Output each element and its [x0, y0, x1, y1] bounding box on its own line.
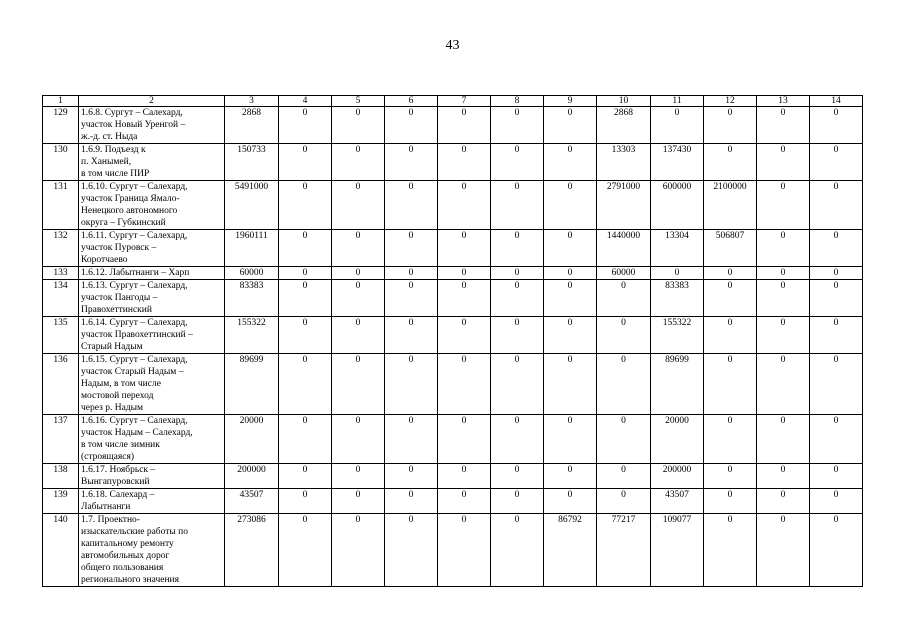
value-cell: 0: [332, 514, 385, 587]
value-cell: 0: [704, 415, 757, 464]
table-row: [43, 464, 863, 489]
value-cell: 0: [597, 354, 651, 415]
table-row: [43, 354, 863, 415]
value-cell: 0: [332, 464, 385, 489]
value-cell: 0: [332, 144, 385, 181]
value-cell: 137430: [651, 144, 704, 181]
value-cell: 0: [491, 489, 544, 514]
value-cell: 0: [279, 354, 332, 415]
value-cell: 0: [544, 230, 597, 267]
value-cell: 0: [757, 354, 810, 415]
value-cell: 77217: [597, 514, 651, 587]
value-cell: 0: [491, 267, 544, 280]
value-cell: 0: [332, 181, 385, 230]
value-cell: 5491000: [225, 181, 279, 230]
value-cell: 0: [491, 181, 544, 230]
header-cell: 12: [704, 96, 757, 107]
value-cell: 0: [757, 280, 810, 317]
value-cell: 0: [757, 415, 810, 464]
value-cell: 109077: [651, 514, 704, 587]
header-cell: 7: [438, 96, 491, 107]
value-cell: 0: [810, 107, 863, 144]
header-row: [43, 96, 863, 107]
value-cell: 1960111: [225, 230, 279, 267]
value-cell: 0: [438, 464, 491, 489]
value-cell: 0: [544, 107, 597, 144]
value-cell: 1440000: [597, 230, 651, 267]
value-cell: 0: [704, 464, 757, 489]
value-cell: 0: [544, 489, 597, 514]
header-cell: 8: [491, 96, 544, 107]
table-row: [43, 181, 863, 230]
value-cell: 0: [597, 489, 651, 514]
value-cell: 0: [651, 267, 704, 280]
value-cell: 0: [332, 230, 385, 267]
value-cell: 0: [597, 415, 651, 464]
value-cell: 0: [491, 144, 544, 181]
value-cell: 13304: [651, 230, 704, 267]
page-number: 43: [445, 38, 460, 53]
row-number-cell: 140: [43, 514, 79, 587]
header-cell: 5: [332, 96, 385, 107]
item-name-cell: 1.6.12. Лабытнанги – Харп: [79, 267, 225, 280]
value-cell: 0: [757, 181, 810, 230]
header-cell: 3: [225, 96, 279, 107]
value-cell: 86792: [544, 514, 597, 587]
item-name-cell: 1.6.15. Сургут – Салехард, участок Старый Надым – Надым, в том числе мостовой переход через р. Надым: [79, 354, 225, 415]
value-cell: 0: [438, 354, 491, 415]
value-cell: 0: [810, 181, 863, 230]
value-cell: 0: [279, 280, 332, 317]
value-cell: 0: [704, 267, 757, 280]
row-number-cell: 138: [43, 464, 79, 489]
value-cell: 60000: [597, 267, 651, 280]
value-cell: 0: [544, 464, 597, 489]
value-cell: 0: [757, 489, 810, 514]
value-cell: 506807: [704, 230, 757, 267]
header-cell: 4: [279, 96, 332, 107]
value-cell: 0: [810, 144, 863, 181]
value-cell: 0: [597, 464, 651, 489]
value-cell: 0: [544, 280, 597, 317]
row-number-cell: 130: [43, 144, 79, 181]
header-cell: 1: [43, 96, 79, 107]
value-cell: 0: [385, 464, 438, 489]
value-cell: 0: [757, 144, 810, 181]
value-cell: 0: [810, 415, 863, 464]
value-cell: 0: [385, 144, 438, 181]
value-cell: 0: [704, 107, 757, 144]
value-cell: 0: [332, 354, 385, 415]
value-cell: 20000: [225, 415, 279, 464]
item-name-cell: 1.6.16. Сургут – Салехард, участок Надым – Салехард, в том числе зимник (строящаяся): [79, 415, 225, 464]
value-cell: 0: [491, 514, 544, 587]
value-cell: 0: [332, 489, 385, 514]
value-cell: 0: [544, 267, 597, 280]
value-cell: 0: [491, 415, 544, 464]
value-cell: 0: [332, 107, 385, 144]
row-number-cell: 133: [43, 267, 79, 280]
table-row: [43, 144, 863, 181]
value-cell: 20000: [651, 415, 704, 464]
value-cell: 0: [544, 317, 597, 354]
value-cell: 0: [491, 464, 544, 489]
value-cell: 0: [544, 354, 597, 415]
header-cell: 13: [757, 96, 810, 107]
value-cell: 0: [279, 317, 332, 354]
value-cell: 2868: [225, 107, 279, 144]
value-cell: 0: [332, 317, 385, 354]
value-cell: 0: [704, 489, 757, 514]
item-name-cell: 1.6.8. Сургут – Салехард, участок Новый Уренгой – ж.-д. ст. Ныда: [79, 107, 225, 144]
value-cell: 0: [491, 354, 544, 415]
data-table: [42, 95, 863, 587]
value-cell: 0: [438, 280, 491, 317]
value-cell: 0: [491, 280, 544, 317]
table-row: [43, 280, 863, 317]
value-cell: 0: [438, 415, 491, 464]
item-name-cell: 1.7. Проектно- изыскательские работы по капитальному ремонту автомобильных дорог общего пользования регионального значения: [79, 514, 225, 587]
value-cell: 0: [279, 415, 332, 464]
value-cell: 0: [651, 107, 704, 144]
value-cell: 0: [810, 354, 863, 415]
table-body: [43, 107, 863, 587]
value-cell: 0: [385, 354, 438, 415]
value-cell: 0: [279, 181, 332, 230]
value-cell: 0: [704, 317, 757, 354]
item-name-cell: 1.6.17. Ноябрьск – Вынгапуровский: [79, 464, 225, 489]
value-cell: 0: [491, 317, 544, 354]
item-name-cell: 1.6.18. Салехард – Лабытнанги: [79, 489, 225, 514]
value-cell: 0: [279, 144, 332, 181]
row-number-cell: 139: [43, 489, 79, 514]
value-cell: 0: [438, 267, 491, 280]
value-cell: 0: [704, 514, 757, 587]
value-cell: 0: [810, 489, 863, 514]
row-number-cell: 131: [43, 181, 79, 230]
table-row: [43, 514, 863, 587]
value-cell: 0: [279, 514, 332, 587]
value-cell: 0: [757, 317, 810, 354]
value-cell: 2868: [597, 107, 651, 144]
value-cell: 0: [385, 415, 438, 464]
table-row: [43, 107, 863, 144]
header-cell: 10: [597, 96, 651, 107]
value-cell: 0: [332, 280, 385, 317]
item-name-cell: 1.6.14. Сургут – Салехард, участок Правохеттинский – Старый Надым: [79, 317, 225, 354]
value-cell: 0: [385, 317, 438, 354]
value-cell: 0: [757, 514, 810, 587]
row-number-cell: 136: [43, 354, 79, 415]
value-cell: 0: [332, 415, 385, 464]
value-cell: 0: [332, 267, 385, 280]
value-cell: 200000: [225, 464, 279, 489]
item-name-cell: 1.6.11. Сургут – Салехард, участок Пуровск – Коротчаево: [79, 230, 225, 267]
row-number-cell: 134: [43, 280, 79, 317]
value-cell: 0: [491, 230, 544, 267]
value-cell: 0: [385, 107, 438, 144]
value-cell: 43507: [651, 489, 704, 514]
value-cell: 0: [757, 107, 810, 144]
item-name-cell: 1.6.9. Подъезд к п. Ханымей, в том числе ПИР: [79, 144, 225, 181]
table-row: [43, 489, 863, 514]
value-cell: 0: [704, 280, 757, 317]
value-cell: 0: [810, 267, 863, 280]
value-cell: 600000: [651, 181, 704, 230]
value-cell: 0: [544, 144, 597, 181]
value-cell: 0: [704, 354, 757, 415]
value-cell: 43507: [225, 489, 279, 514]
header-cell: 11: [651, 96, 704, 107]
row-number-cell: 135: [43, 317, 79, 354]
value-cell: 0: [597, 280, 651, 317]
value-cell: 0: [438, 144, 491, 181]
value-cell: 0: [385, 489, 438, 514]
value-cell: 200000: [651, 464, 704, 489]
value-cell: 13303: [597, 144, 651, 181]
value-cell: 0: [704, 144, 757, 181]
value-cell: 0: [438, 181, 491, 230]
value-cell: 83383: [651, 280, 704, 317]
value-cell: 0: [385, 230, 438, 267]
value-cell: 0: [279, 267, 332, 280]
value-cell: 0: [385, 280, 438, 317]
table-row: [43, 230, 863, 267]
table-header: [43, 96, 863, 107]
value-cell: 0: [385, 267, 438, 280]
value-cell: 0: [810, 464, 863, 489]
value-cell: 0: [438, 230, 491, 267]
value-cell: 0: [544, 181, 597, 230]
value-cell: 0: [438, 489, 491, 514]
value-cell: 83383: [225, 280, 279, 317]
row-number-cell: 129: [43, 107, 79, 144]
item-name-cell: 1.6.10. Сургут – Салехард, участок Граница Ямало- Ненецкого автономного округа – Губкинский: [79, 181, 225, 230]
value-cell: 0: [438, 107, 491, 144]
value-cell: 60000: [225, 267, 279, 280]
header-cell: 9: [544, 96, 597, 107]
table-row: [43, 415, 863, 464]
value-cell: 89699: [225, 354, 279, 415]
value-cell: 0: [810, 514, 863, 587]
value-cell: 0: [279, 489, 332, 514]
value-cell: 2100000: [704, 181, 757, 230]
value-cell: 89699: [651, 354, 704, 415]
header-cell: 14: [810, 96, 863, 107]
value-cell: 0: [544, 415, 597, 464]
item-name-cell: 1.6.13. Сургут – Салехард, участок Пангоды – Правохеттинский: [79, 280, 225, 317]
value-cell: 0: [385, 514, 438, 587]
value-cell: 155322: [225, 317, 279, 354]
value-cell: 0: [438, 317, 491, 354]
value-cell: 0: [757, 230, 810, 267]
value-cell: 0: [810, 317, 863, 354]
value-cell: 0: [810, 280, 863, 317]
value-cell: 0: [597, 317, 651, 354]
header-cell: 2: [79, 96, 225, 107]
value-cell: 150733: [225, 144, 279, 181]
header-cell: 6: [385, 96, 438, 107]
value-cell: 0: [438, 514, 491, 587]
value-cell: 0: [279, 107, 332, 144]
value-cell: 155322: [651, 317, 704, 354]
value-cell: 0: [279, 230, 332, 267]
value-cell: 0: [385, 181, 438, 230]
value-cell: 0: [279, 464, 332, 489]
table-row: [43, 267, 863, 280]
value-cell: 273086: [225, 514, 279, 587]
value-cell: 0: [491, 107, 544, 144]
row-number-cell: 137: [43, 415, 79, 464]
value-cell: 0: [810, 230, 863, 267]
row-number-cell: 132: [43, 230, 79, 267]
table-row: [43, 317, 863, 354]
value-cell: 0: [757, 464, 810, 489]
value-cell: 0: [757, 267, 810, 280]
value-cell: 2791000: [597, 181, 651, 230]
